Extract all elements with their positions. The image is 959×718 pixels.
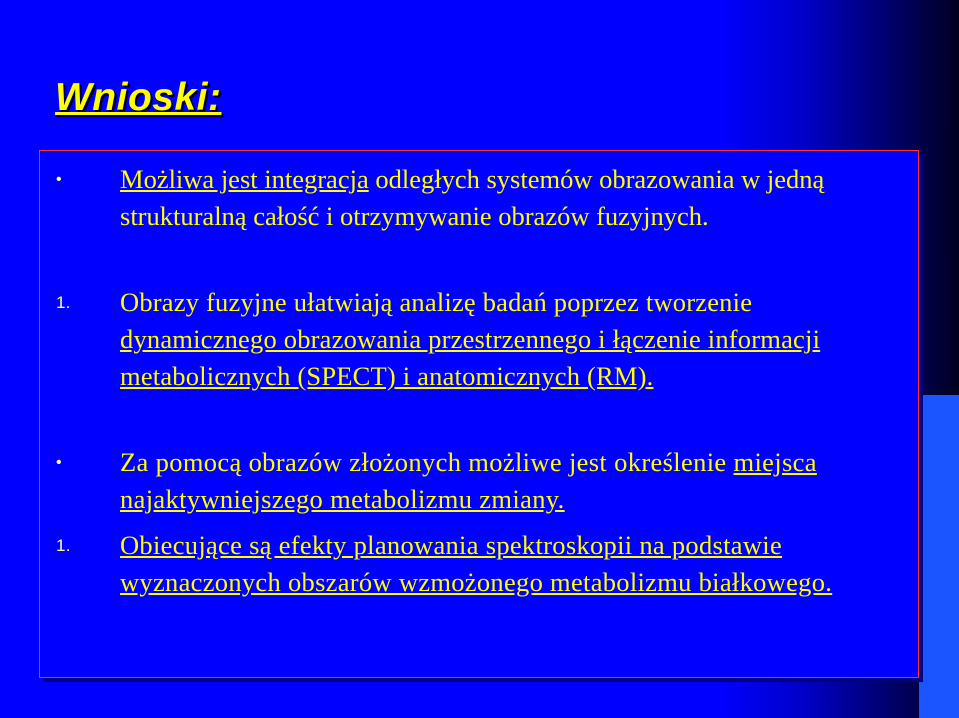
item-1-text: odległych systemów obrazowania w jedną strukturalną całość i otrzymywanie obrazów fuzyjnych. xyxy=(120,164,825,231)
bullet-marker: • xyxy=(56,171,62,188)
item-4-underlined-text: Obiecujące są efekty planowania spektroskopii na podstawie wyznaczonych obszarów wzmożonego metabolizmu białkowego. xyxy=(120,530,833,597)
number-marker: 1. xyxy=(56,293,71,312)
background-accent xyxy=(919,395,959,718)
list-item-2 xyxy=(56,284,888,395)
item-3-underlined-text: miejsca najaktywniejszego metabolizmu zmiany. xyxy=(120,447,817,514)
item-2-text: Obrazy fuzyjne ułatwiają analizę badań poprzez tworzenie xyxy=(120,287,753,317)
slide-title: Wnioski: xyxy=(55,76,222,119)
list-item-4 xyxy=(56,527,888,601)
item-1-underlined-text: Możliwa jest integracja xyxy=(120,164,369,194)
content-box xyxy=(39,150,919,678)
list-item-3 xyxy=(56,444,888,518)
bullet-marker: • xyxy=(56,454,62,471)
number-marker: 1. xyxy=(56,536,71,555)
list-item-1 xyxy=(56,161,888,235)
item-3-text: Za pomocą obrazów złożonych możliwe jest określenie xyxy=(120,447,734,477)
item-2-underlined-text: dynamicznego obrazowania przestrzennego i łączenie informacji metabolicznych (SPECT) i anatomicznych (RM). xyxy=(120,324,821,391)
